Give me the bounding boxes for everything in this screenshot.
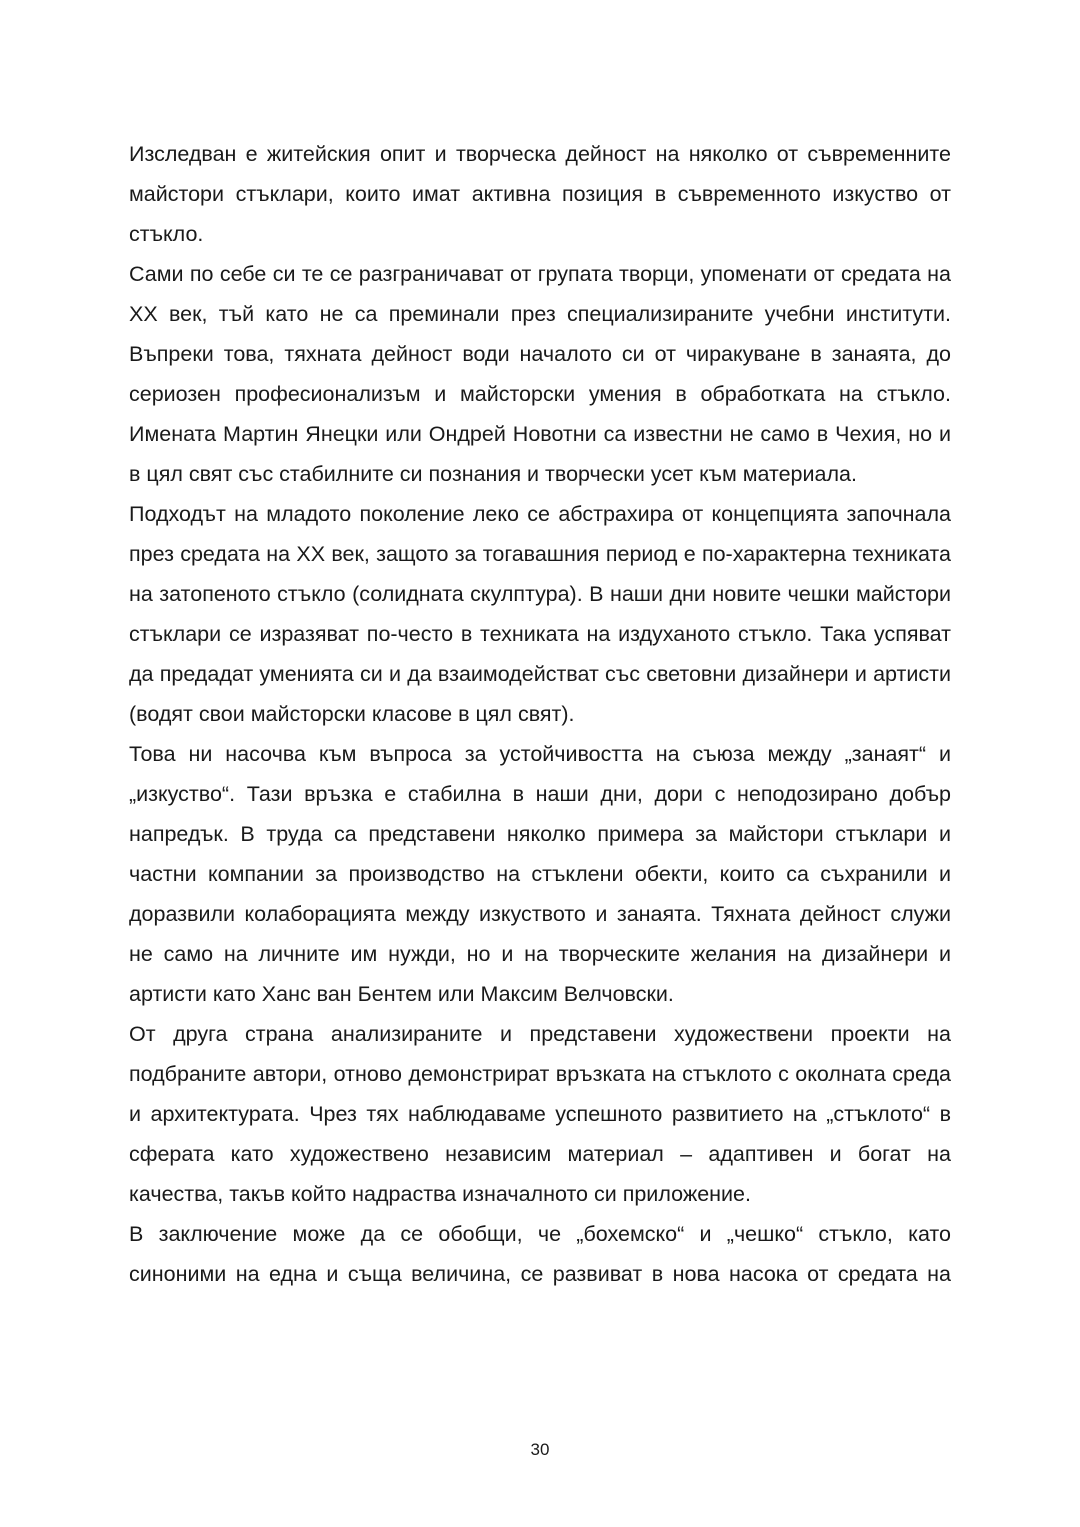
paragraph: Подходът на младото поколение леко се абстрахира от концепцията започнала през средата на XX век, защото за тогавашния период е по-характерна техниката на затопеното стъкло (солидната скулптура). В наши дни новите чешки майстори стъклари се изразяват по-често в техниката на издуханото стъкло. Така успяват да предадат уменията си и да взаимодействат със световни дизайнери и артисти (водят свои майсторски класове в цял свят). <box>129 502 951 726</box>
paragraph: От друга страна анализираните и представени художествени проекти на подбраните автори, отново демонстрират връзката на стъклото с околната среда и архитектурата. Чрез тях наблюдаваме успешното развитието на „стъклото“ в сферата като художествено независим материал – адаптивен и богат на качества, такъв който надраства изначалното си приложение. <box>129 1022 951 1206</box>
paragraph: Сами по себе си те се разграничават от групата творци, упоменати от средата на XX век, тъй като не са преминали през специализираните учебни институти. Въпреки това, тяхната дейност води началото си от чиракуване в занаята, до сериозен професионализъм и майсторски умения в обработката на стъкло. Имената Мартин Янецки или Ондрей Новотни са известни не само в Чехия, но и в цял свят със стабилните си познания и творчески усет към материала. <box>129 262 951 486</box>
paragraph-last: В заключение може да се обобщи, че „бохемско“ и „чешко“ стъкло, като синоними на една и съща величина, се развиват в нова насока от средата на <box>129 1222 951 1286</box>
paragraph: Това ни насочва към въпроса за устойчивостта на съюза между „занаят“ и „изкуство“. Тази връзка е стабилна в наши дни, дори с неподозирано добър напредък. В труда са представени няколко примера за майстори стъклари и частни компании за производство на стъклени обекти, които са съхранили и доразвили колаборацията между изкуството и занаята. Тяхната дейност служи не само на личните им нужди, но и на творческите желания на дизайнери и артисти като Ханс ван Бентем или Максим Велчовски. <box>129 742 951 1006</box>
paragraph: Изследван е житейския опит и творческа дейност на няколко от съвременните майстори стъклари, които имат активна позиция в съвременното изкуство от стъкло. <box>129 142 951 246</box>
document-body <box>129 134 951 1294</box>
page-number: 30 <box>530 1440 550 1459</box>
